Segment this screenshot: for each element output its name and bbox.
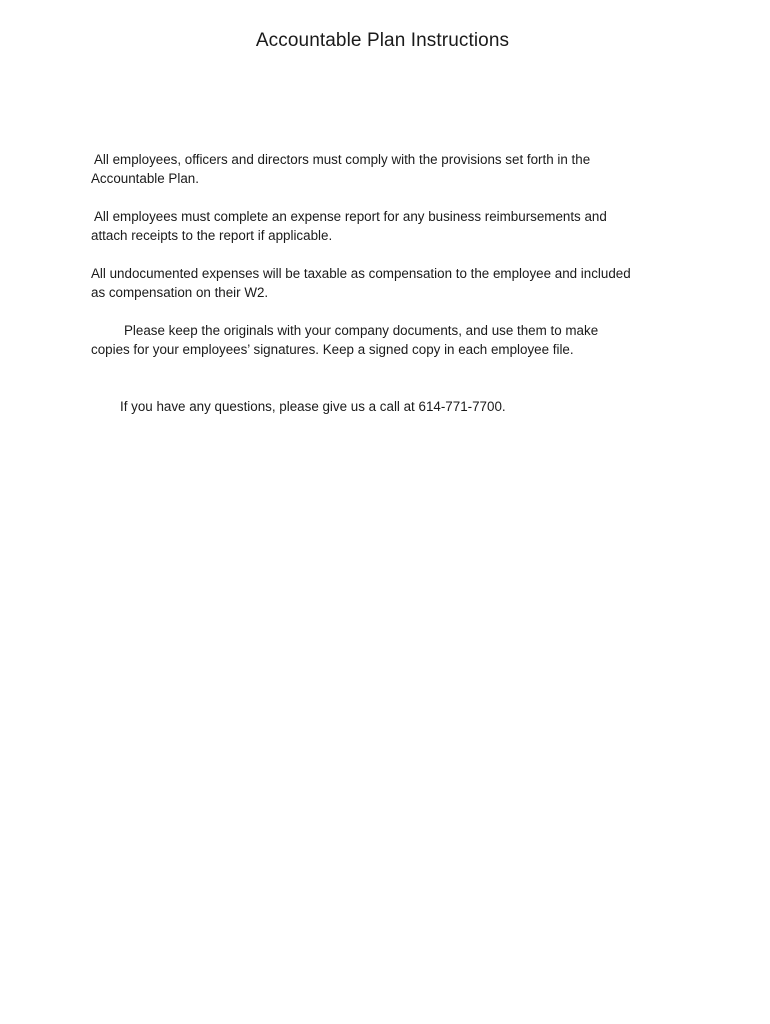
paragraph-originals xyxy=(91,321,691,359)
paragraph-expense-report xyxy=(91,207,691,245)
page-title: Accountable Plan Instructions xyxy=(255,30,510,51)
paragraph-line: All undocumented expenses will be taxable as compensation to the employee and included xyxy=(91,266,631,281)
contact-line: If you have any questions, please give us a call at 614-771-7700. xyxy=(120,399,506,414)
paragraph-line: copies for your employees’ signatures. Keep a signed copy in each employee file. xyxy=(91,342,574,357)
paragraph-line: Accountable Plan. xyxy=(91,171,199,186)
paragraph-line: All employees must complete an expense report for any business reimbursements and xyxy=(94,209,607,224)
paragraph-line: Please keep the originals with your company documents, and use them to make xyxy=(124,323,599,338)
paragraph-contact xyxy=(91,397,691,416)
paragraph-compliance xyxy=(91,150,691,188)
paragraph-line: as compensation on their W2. xyxy=(91,285,269,300)
paragraph-undocumented-expenses xyxy=(91,264,691,302)
paragraph-line: All employees, officers and directors must comply with the provisions set forth in the xyxy=(94,152,591,167)
paragraph-line: attach receipts to the report if applicable. xyxy=(91,228,333,243)
